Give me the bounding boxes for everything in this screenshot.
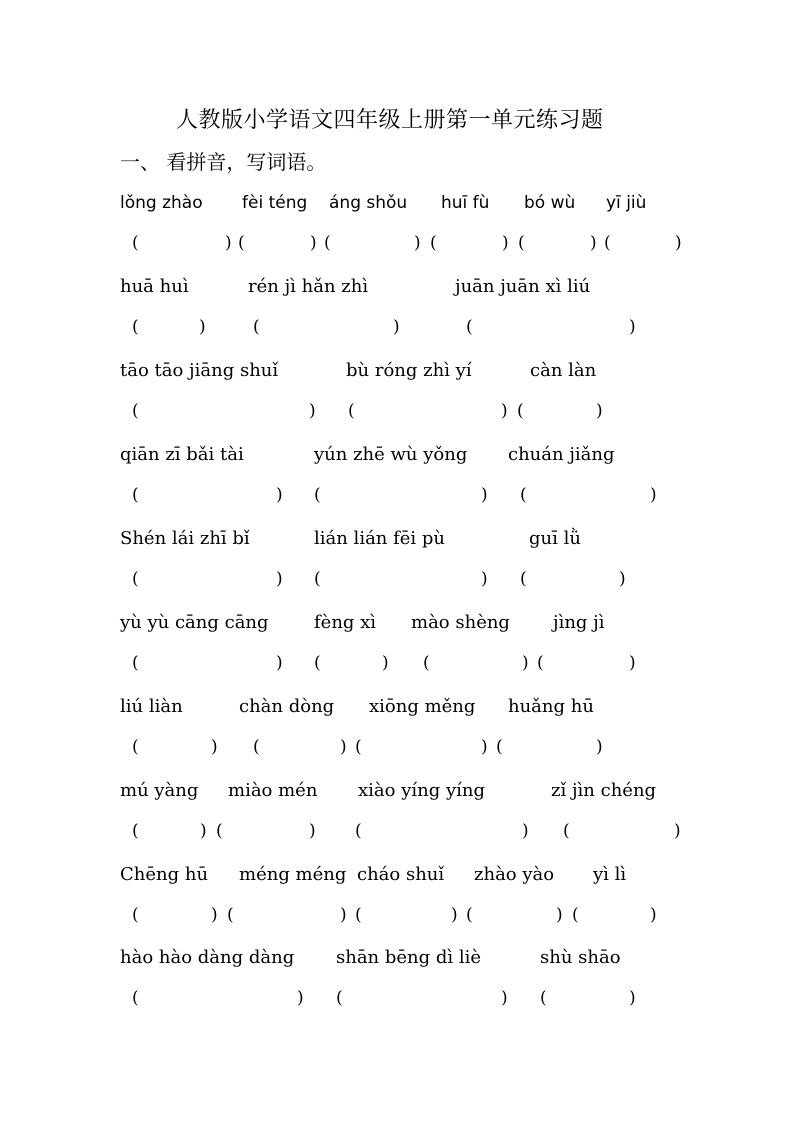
pinyin-word: juān juān xì liú [455, 276, 591, 297]
close-paren: ) [297, 988, 304, 1008]
open-paren: ( [355, 821, 362, 841]
worksheet-title: 人教版小学语文四年级上册第一单元练习题 [176, 108, 604, 133]
open-paren: ( [314, 653, 321, 673]
pinyin-word: zhào yào [474, 864, 555, 885]
open-paren: ( [520, 485, 527, 505]
open-paren: ( [466, 905, 473, 925]
pinyin-word: bó wù [524, 193, 576, 213]
pinyin-word: huī fù [441, 193, 490, 213]
pinyin-word: hào hào dàng dàng [120, 947, 295, 968]
pinyin-word: guī lǜ [529, 528, 581, 549]
section-heading: 一、 看拼音，写词语。 [120, 150, 327, 174]
pinyin-row [0, 863, 800, 887]
open-paren: ( [336, 988, 343, 1008]
close-paren: ) [522, 653, 529, 673]
pinyin-word: chàn dòng [239, 696, 335, 717]
close-paren: ) [590, 233, 597, 253]
pinyin-word: chuán jiǎng [508, 444, 615, 465]
open-paren: ( [540, 988, 547, 1008]
open-paren: ( [132, 317, 139, 337]
close-paren: ) [451, 905, 458, 925]
close-paren: ) [481, 737, 488, 757]
close-paren: ) [310, 233, 317, 253]
open-paren: ( [238, 233, 245, 253]
open-paren: ( [132, 233, 139, 253]
pinyin-word: liú liàn [120, 696, 183, 717]
pinyin-row [0, 443, 800, 467]
open-paren: ( [355, 905, 362, 925]
pinyin-row [0, 946, 800, 970]
open-paren: ( [496, 737, 503, 757]
pinyin-row [0, 527, 800, 551]
close-paren: ) [414, 233, 421, 253]
pinyin-word: xiōng měng [369, 696, 476, 717]
open-paren: ( [348, 401, 355, 421]
open-paren: ( [216, 821, 223, 841]
pinyin-word: méng méng [239, 864, 347, 885]
pinyin-row [0, 275, 800, 299]
close-paren: ) [211, 905, 218, 925]
open-paren: ( [324, 233, 331, 253]
close-paren: ) [393, 317, 400, 337]
open-paren: ( [563, 821, 570, 841]
open-paren: ( [314, 569, 321, 589]
pinyin-word: càn làn [530, 360, 597, 381]
pinyin-word: bù róng zhì yí [346, 360, 472, 381]
close-paren: ) [674, 821, 681, 841]
pinyin-word: qiān zī bǎi tài [120, 444, 244, 465]
close-paren: ) [629, 988, 636, 1008]
close-paren: ) [596, 737, 603, 757]
close-paren: ) [276, 569, 283, 589]
open-paren: ( [520, 569, 527, 589]
pinyin-word: rén jì hǎn zhì [248, 276, 369, 297]
close-paren: ) [650, 905, 657, 925]
pinyin-word: yún zhē wù yǒng [314, 444, 468, 465]
close-paren: ) [556, 905, 563, 925]
pinyin-word: huǎng hū [508, 696, 594, 717]
pinyin-word: cháo shuǐ [357, 864, 445, 885]
pinyin-word: lǒng zhào [120, 193, 203, 213]
answer-blanks-row [0, 819, 800, 843]
pinyin-word: lián lián fēi pù [314, 528, 446, 549]
pinyin-row [0, 191, 800, 215]
pinyin-word: miào mén [228, 780, 318, 801]
open-paren: ( [132, 653, 139, 673]
pinyin-word: jìng jì [553, 612, 605, 633]
open-paren: ( [466, 317, 473, 337]
pinyin-word: tāo tāo jiāng shuǐ [120, 360, 279, 381]
close-paren: ) [309, 401, 316, 421]
open-paren: ( [518, 233, 525, 253]
pinyin-word: Chēng hū [120, 864, 209, 885]
pinyin-word: yù yù cāng cāng [120, 612, 269, 633]
answer-blanks-row [0, 483, 800, 507]
pinyin-row [0, 695, 800, 719]
open-paren: ( [132, 905, 139, 925]
open-paren: ( [604, 233, 611, 253]
close-paren: ) [501, 401, 508, 421]
open-paren: ( [537, 653, 544, 673]
open-paren: ( [572, 905, 579, 925]
close-paren: ) [200, 821, 207, 841]
close-paren: ) [675, 233, 682, 253]
pinyin-word: Shén lái zhī bǐ [120, 528, 250, 549]
close-paren: ) [629, 653, 636, 673]
pinyin-word: xiào yíng yíng [358, 780, 486, 801]
close-paren: ) [199, 317, 206, 337]
close-paren: ) [340, 905, 347, 925]
close-paren: ) [276, 485, 283, 505]
pinyin-word: mào shèng [411, 612, 510, 633]
open-paren: ( [132, 988, 139, 1008]
open-paren: ( [132, 821, 139, 841]
pinyin-word: yì lì [593, 864, 627, 885]
answer-blanks-row [0, 231, 800, 255]
pinyin-word: yī jiù [606, 193, 647, 213]
pinyin-row [0, 359, 800, 383]
close-paren: ) [596, 401, 603, 421]
close-paren: ) [309, 821, 316, 841]
answer-blanks-row [0, 651, 800, 675]
answer-blanks-row [0, 567, 800, 591]
pinyin-word: fèng xì [314, 612, 377, 633]
close-paren: ) [481, 569, 488, 589]
open-paren: ( [132, 569, 139, 589]
open-paren: ( [430, 233, 437, 253]
pinyin-word: zǐ jìn chéng [551, 780, 657, 801]
answer-blanks-row [0, 735, 800, 759]
pinyin-row [0, 779, 800, 803]
close-paren: ) [276, 653, 283, 673]
open-paren: ( [253, 737, 260, 757]
close-paren: ) [650, 485, 657, 505]
close-paren: ) [629, 317, 636, 337]
close-paren: ) [211, 737, 218, 757]
answer-blanks-row [0, 903, 800, 927]
close-paren: ) [340, 737, 347, 757]
open-paren: ( [517, 401, 524, 421]
pinyin-word: fèi téng [242, 193, 308, 213]
close-paren: ) [619, 569, 626, 589]
open-paren: ( [132, 737, 139, 757]
close-paren: ) [382, 653, 389, 673]
pinyin-word: shù shāo [540, 947, 621, 968]
pinyin-word: huā huì [120, 276, 189, 297]
open-paren: ( [314, 485, 321, 505]
close-paren: ) [225, 233, 232, 253]
open-paren: ( [132, 401, 139, 421]
open-paren: ( [227, 905, 234, 925]
answer-blanks-row [0, 986, 800, 1010]
pinyin-word: áng shǒu [329, 193, 408, 213]
answer-blanks-row [0, 315, 800, 339]
open-paren: ( [253, 317, 260, 337]
pinyin-word: mú yàng [120, 780, 199, 801]
pinyin-row [0, 611, 800, 635]
open-paren: ( [132, 485, 139, 505]
pinyin-word: shān bēng dì liè [336, 947, 482, 968]
answer-blanks-row [0, 399, 800, 423]
close-paren: ) [522, 821, 529, 841]
open-paren: ( [355, 737, 362, 757]
close-paren: ) [481, 485, 488, 505]
close-paren: ) [502, 233, 509, 253]
close-paren: ) [501, 988, 508, 1008]
open-paren: ( [423, 653, 430, 673]
